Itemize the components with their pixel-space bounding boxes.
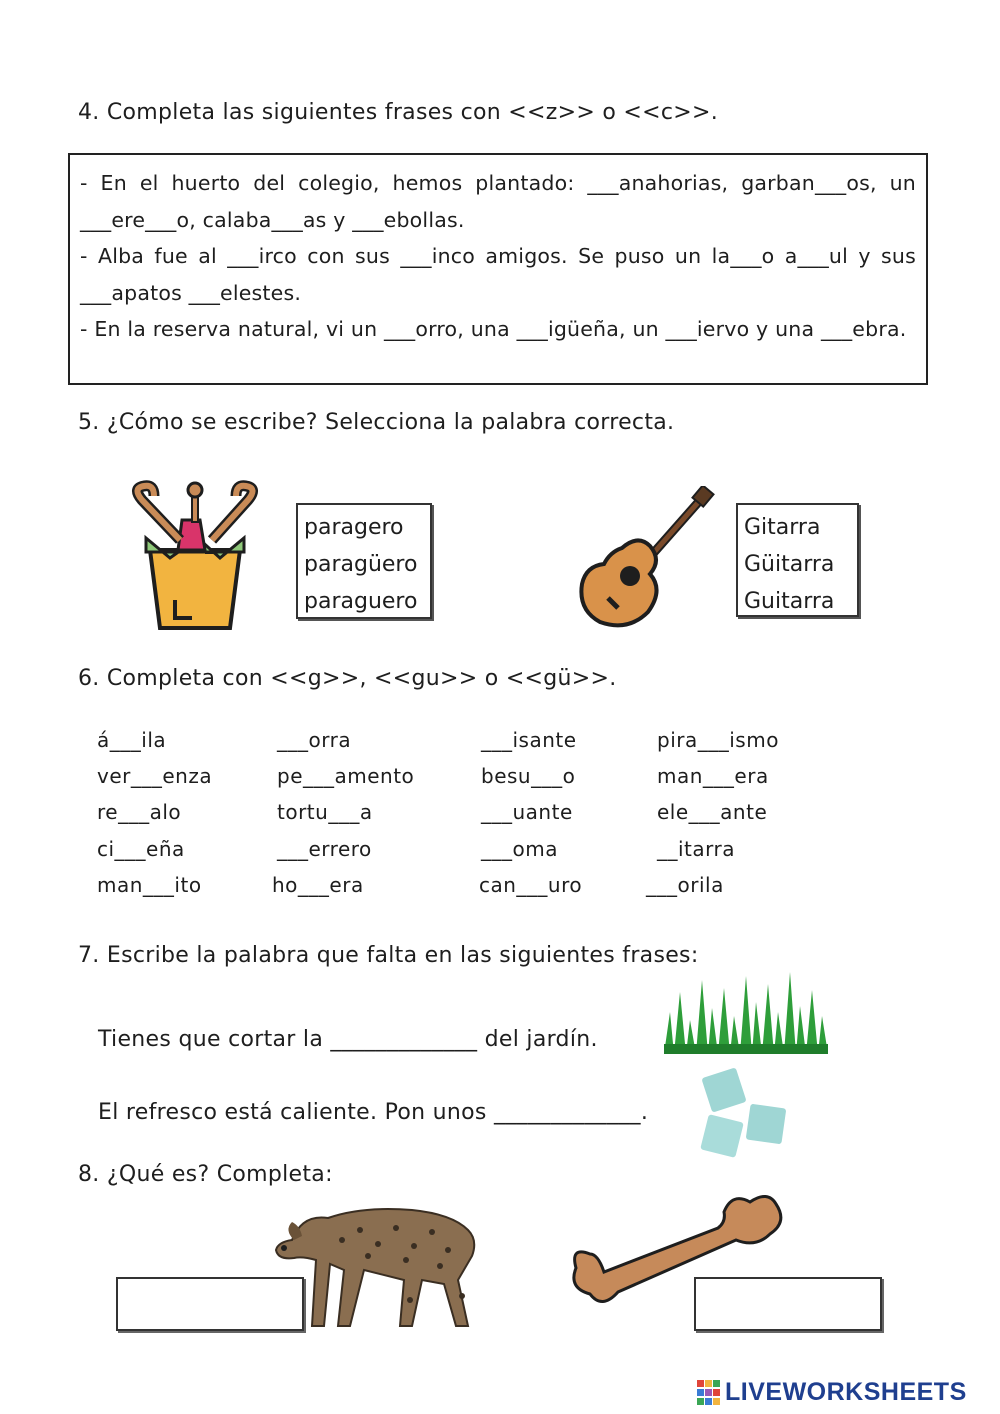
q6-word: pira___ismo [657, 728, 779, 752]
q4-title: 4. Completa las siguientes frases con <<z>> o <<c>>. [78, 100, 719, 125]
q6-word: pe___amento [277, 764, 415, 788]
q6-word: ele___ante [657, 800, 768, 824]
q7-title: 7. Escribe la palabra que falta en las siguientes frases: [78, 943, 699, 968]
q6-word: __itarra [657, 837, 736, 861]
q7-sentence-2: El refresco está caliente. Pon unos _____________. [98, 1100, 649, 1125]
q5-options-box-1 [296, 503, 432, 619]
q6-word: re___alo [97, 800, 182, 824]
q5-option-paraguero[interactable]: paraguero [304, 589, 418, 614]
grass-icon [664, 972, 828, 1054]
q6-title: 6. Completa con <<g>>, <<gu>> o <<gü>>. [78, 666, 617, 691]
q6-word: man___era [657, 764, 769, 788]
ice-cubes-icon [696, 1066, 796, 1166]
q6-word: besu___o [481, 764, 576, 788]
q5-option-paraguero-dieresis[interactable]: paragüero [304, 552, 418, 577]
q6-word: ci___eña [97, 837, 185, 861]
guitar-icon [572, 486, 722, 636]
q6-word: ho___era [272, 873, 364, 897]
q6-word: ___errero [277, 837, 372, 861]
q6-word: ver___enza [97, 764, 213, 788]
q5-option-gitarra[interactable]: Gitarra [744, 515, 821, 540]
brand-text[interactable]: LIVEWORKSHEETS [725, 1378, 967, 1406]
q6-word: ___orra [277, 728, 352, 752]
q7-sentence-1: Tienes que cortar la _____________ del jardín. [98, 1027, 598, 1052]
q6-word: ___orila [646, 873, 724, 897]
q6-word: tortu___a [277, 800, 373, 824]
q6-word: can___uro [479, 873, 583, 897]
q5-title: 5. ¿Cómo se escribe? Selecciona la palabra correcta. [78, 410, 675, 435]
liveworksheets-logo [697, 1378, 993, 1408]
q4-sentence-box [68, 153, 928, 385]
q4-line-1: - En el huerto del colegio, hemos plantado: ___anahorias, garban___os, un ___ere___o, calaba___as y ___ebollas. [80, 171, 916, 232]
q5-options-box-2 [736, 503, 859, 617]
q4-line-2: - Alba fue al ___irco con sus ___inco amigos. Se puso un la___o a___ul y sus ___apatos ___elestes. [80, 244, 916, 305]
q6-word: man___ito [97, 873, 202, 897]
logo-icon [697, 1380, 721, 1406]
q6-word: ___oma [481, 837, 558, 861]
q5-option-guitarra[interactable]: Guitarra [744, 589, 835, 614]
q6-word: ___uante [481, 800, 573, 824]
q8-answer-box-bone[interactable] [694, 1277, 882, 1331]
hyena-icon [272, 1200, 494, 1332]
q8-title: 8. ¿Qué es? Completa: [78, 1162, 333, 1187]
q4-line-3: - En la reserva natural, vi un ___orro, una ___igüeña, un ___iervo y una ___ebra. [80, 317, 907, 341]
q5-option-guitarra-dieresis[interactable]: Güitarra [744, 552, 835, 577]
q6-word: á___ila [97, 728, 167, 752]
q6-word: ___isante [481, 728, 577, 752]
umbrella-stand-icon [120, 480, 270, 630]
q5-option-paragero[interactable]: paragero [304, 515, 404, 540]
